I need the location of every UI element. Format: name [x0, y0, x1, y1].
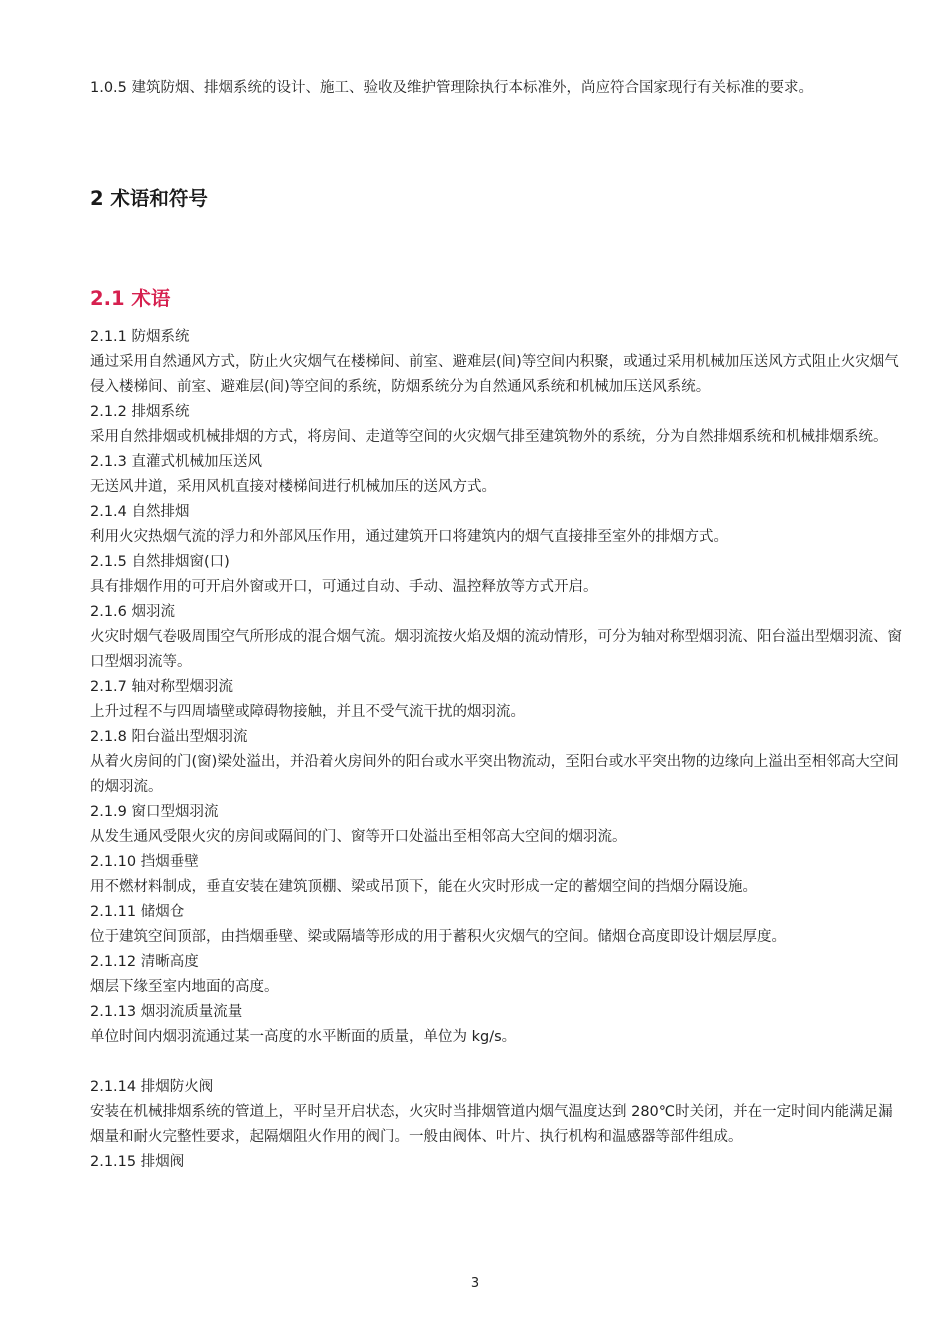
term-title: 防烟系统 [131, 329, 190, 345]
term-heading [90, 725, 905, 750]
page-number: 3 [470, 1276, 480, 1291]
term-definition: 火灾时烟气卷吸周围空气所形成的混合烟气流。烟羽流按火焰及烟的流动情形，可分为轴对称型烟羽流、阳台溢出型烟羽流、窗口型烟羽流等。 [90, 629, 902, 670]
term-number: 2.1.9 [90, 804, 127, 820]
term-definition: 位于建筑空间顶部，由挡烟垂壁、梁或隔墙等形成的用于蓄积火灾烟气的空间。储烟仓高度即设计烟层厚度。 [90, 929, 786, 945]
term-heading [90, 400, 905, 425]
term-definition: 具有排烟作用的可开启外窗或开口，可通过自动、手动、温控释放等方式开启。 [90, 579, 598, 595]
term-heading [90, 850, 905, 875]
section-heading: 2.1 术语 [90, 287, 171, 310]
term-definition: 从发生通风受限火灾的房间或隔间的门、窗等开口处溢出至相邻高大空间的烟羽流。 [90, 829, 627, 845]
term-heading [90, 900, 905, 925]
term-number: 2.1.5 [90, 554, 127, 570]
term-item [90, 900, 905, 950]
term-heading [90, 325, 905, 350]
term-definition: 上升过程不与四周墙壁或障碍物接触，并且不受气流干扰的烟羽流。 [90, 704, 525, 720]
term-title: 挡烟垂壁 [140, 854, 199, 870]
intro-paragraph: 1.0.5 建筑防烟、排烟系统的设计、施工、验收及维护管理除执行本标准外，尚应符合国家现行有关标准的要求。 [90, 80, 813, 96]
term-definition: 安装在机械排烟系统的管道上，平时呈开启状态，火灾时当排烟管道内烟气温度达到 280℃时关闭，并在一定时间内能满足漏烟量和耐火完整性要求，起隔烟阻火作用的阀门。一般由阀体、叶片、执行机构和温感器等部件组成。 [90, 1104, 893, 1145]
term-list [90, 325, 905, 1175]
term-number: 2.1.15 [90, 1154, 137, 1170]
term-number: 2.1.11 [90, 904, 137, 920]
term-title: 直灌式机械加压送风 [131, 454, 263, 470]
term-item [90, 675, 905, 725]
term-heading [90, 1075, 905, 1100]
term-title: 自然排烟 [131, 504, 190, 520]
term-item [90, 850, 905, 900]
term-item [90, 1000, 905, 1050]
term-item [90, 500, 905, 550]
term-definition: 利用火灾热烟气流的浮力和外部风压作用，通过建筑开口将建筑内的烟气直接排至室外的排烟方式。 [90, 529, 728, 545]
term-number: 2.1.1 [90, 329, 127, 345]
term-number: 2.1.7 [90, 679, 127, 695]
term-title: 烟羽流 [131, 604, 176, 620]
term-number: 2.1.4 [90, 504, 127, 520]
term-heading [90, 675, 905, 700]
term-title: 阳台溢出型烟羽流 [131, 729, 248, 745]
term-definition: 单位时间内烟羽流通过某一高度的水平断面的质量，单位为 kg/s。 [90, 1029, 517, 1045]
term-heading [90, 450, 905, 475]
chapter-heading: 2 术语和符号 [90, 187, 208, 210]
term-item [90, 325, 905, 400]
term-item [90, 1075, 905, 1150]
term-item [90, 800, 905, 850]
term-title: 清晰高度 [140, 954, 199, 970]
term-heading [90, 950, 905, 975]
term-item [90, 1150, 905, 1175]
term-number: 2.1.10 [90, 854, 137, 870]
term-number: 2.1.13 [90, 1004, 137, 1020]
term-item [90, 550, 905, 600]
term-title: 窗口型烟羽流 [131, 804, 219, 820]
term-number: 2.1.12 [90, 954, 137, 970]
term-title: 烟羽流质量流量 [140, 1004, 243, 1020]
term-title: 排烟防火阀 [140, 1079, 214, 1095]
term-heading [90, 800, 905, 825]
term-item [90, 600, 905, 675]
term-heading [90, 600, 905, 625]
term-number: 2.1.2 [90, 404, 127, 420]
term-definition: 无送风井道，采用风机直接对楼梯间进行机械加压的送风方式。 [90, 479, 496, 495]
term-title: 排烟系统 [131, 404, 190, 420]
term-definition: 采用自然排烟或机械排烟的方式，将房间、走道等空间的火灾烟气排至建筑物外的系统，分为自然排烟系统和机械排烟系统。 [90, 429, 888, 445]
term-number: 2.1.8 [90, 729, 127, 745]
term-definition: 用不燃材料制成，垂直安装在建筑顶棚、梁或吊顶下，能在火灾时形成一定的蓄烟空间的挡烟分隔设施。 [90, 879, 757, 895]
term-number: 2.1.6 [90, 604, 127, 620]
term-heading [90, 550, 905, 575]
term-definition: 通过采用自然通风方式，防止火灾烟气在楼梯间、前室、避难层(间)等空间内积聚，或通过采用机械加压送风方式阻止火灾烟气侵入楼梯间、前室、避难层(间)等空间的系统，防烟系统分为自然通风系统和机械加压送风系统。 [90, 354, 899, 395]
term-number: 2.1.3 [90, 454, 127, 470]
term-item [90, 450, 905, 500]
term-definition: 从着火房间的门(窗)梁处溢出，并沿着火房间外的阳台或水平突出物流动，至阳台或水平突出物的边缘向上溢出至相邻高大空间的烟羽流。 [90, 754, 899, 795]
term-item [90, 400, 905, 450]
term-heading [90, 1150, 905, 1175]
term-title: 排烟阀 [140, 1154, 185, 1170]
term-number: 2.1.14 [90, 1079, 137, 1095]
term-item [90, 725, 905, 800]
term-heading [90, 500, 905, 525]
term-definition: 烟层下缘至室内地面的高度。 [90, 979, 279, 995]
term-title: 储烟仓 [140, 904, 185, 920]
term-heading [90, 1000, 905, 1025]
term-title: 自然排烟窗(口) [131, 554, 230, 570]
term-item [90, 950, 905, 1000]
term-title: 轴对称型烟羽流 [131, 679, 234, 695]
